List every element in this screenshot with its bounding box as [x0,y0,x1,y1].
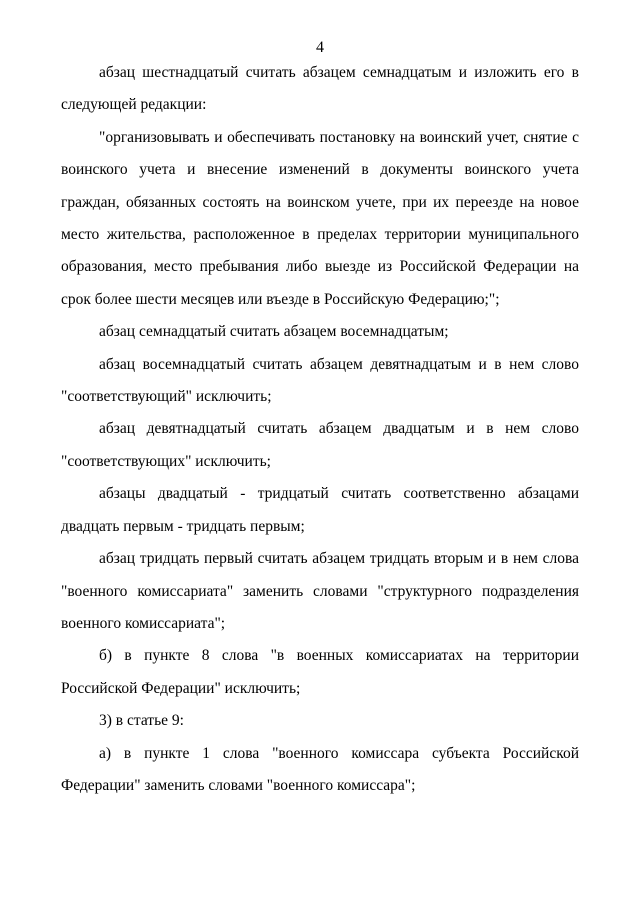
paragraph-9: 3) в статье 9: [99,712,184,730]
paragraph-4: абзац восемнадцатый считать абзацем девятнадцатым и в нем слово "соответствующий" исключить; [61,355,579,406]
paragraph-6: абзацы двадцатый - тридцатый считать соответственно абзацами двадцать первым - тридцать первым; [61,485,579,535]
paragraph-2-quoted-text: "организовывать и обеспечивать постановку на воинский учет, снятие с воинского учета и внесение изменений в документы воинского учета граждан, обязанных состоять на воинском учете, при их переезде на новое место жительства, расположенное в пределах территории муниципального образования, место пребывания либо выезде из Российской Федерации на срок более шести месяцев или въезде в Российскую Федерацию;"; [61,128,579,308]
paragraph-5: абзац девятнадцатый считать абзацем двадцатым и в нем слово "соответствующих" исключить; [61,420,579,470]
paragraph-7: абзац тридцать первый считать абзацем тридцать вторым и в нем слова "военного комиссариата" заменить словами "структурного подразделения военного комиссариата"; [61,550,579,632]
paragraph-3: абзац семнадцатый считать абзацем восемнадцатым; [99,323,449,341]
page-number: 4 [316,39,324,56]
paragraph-10: а) в пункте 1 слова "военного комиссара субъекта Российской Федерации" заменить словами "военного комиссара"; [61,744,579,794]
paragraph-8: б) в пункте 8 слова "в военных комиссариатах на территории Российской Федерации" исключить; [61,647,579,697]
document-body [61,57,579,802]
paragraph-1: абзац шестнадцатый считать абзацем семнадцатым и изложить его в следующей редакции: [61,64,579,114]
